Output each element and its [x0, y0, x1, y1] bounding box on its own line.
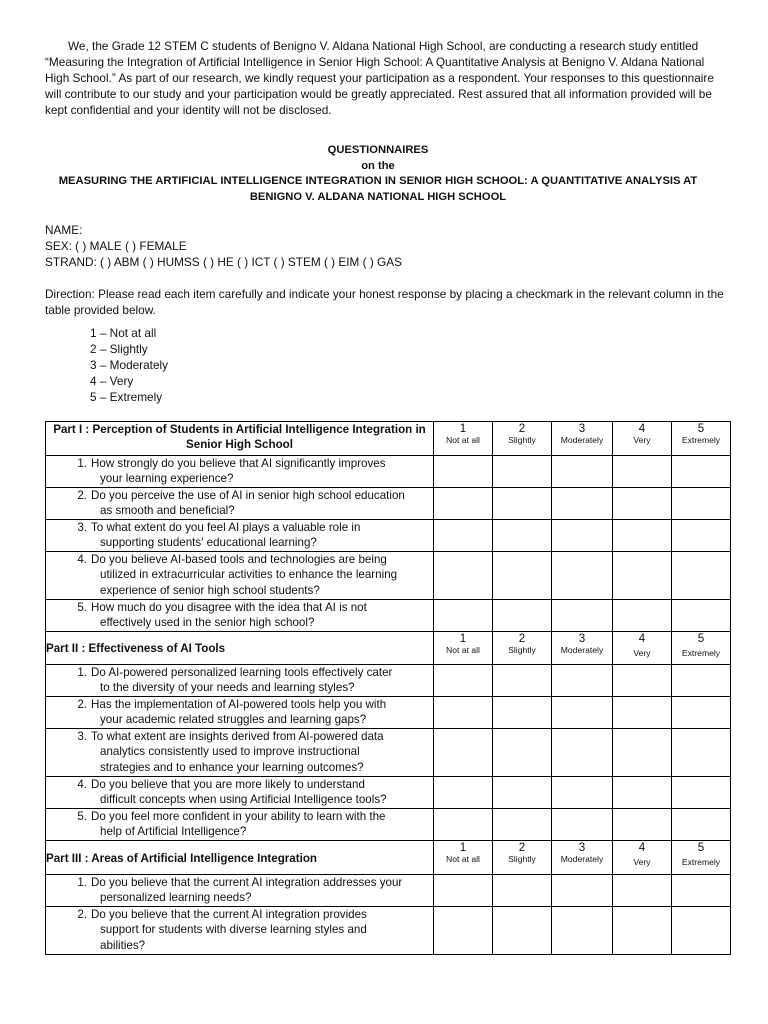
question-number: 1. [77, 876, 87, 889]
question-number: 2. [77, 698, 87, 711]
question-text-cell [46, 520, 434, 552]
rating-label: Not at all [446, 645, 480, 655]
question-row [46, 907, 731, 955]
question-text-line: Do you perceive the use of AI in senior high school education [91, 489, 405, 502]
rating-label: Very [633, 648, 651, 658]
rating-label: Slightly [508, 645, 536, 655]
question-text-line: your academic related struggles and learning gaps? [100, 713, 367, 727]
question-text-line: supporting students' educational learning? [100, 536, 317, 550]
rating-header-3 [552, 422, 613, 456]
rating-number: 1 [459, 422, 467, 435]
question-number: 4. [77, 553, 87, 566]
question-number: 3. [77, 521, 87, 534]
question-text-line: Do AI-powered personalized learning tools effectively cater [91, 666, 393, 679]
response-checkbox-cell-1[interactable] [434, 552, 493, 600]
response-checkbox-cell-4[interactable] [613, 665, 672, 697]
response-checkbox-cell-5[interactable] [672, 809, 731, 841]
rating-label: Extremely [681, 857, 721, 867]
rating-label: Slightly [508, 435, 536, 445]
rating-header-1 [434, 632, 493, 665]
question-text-line: your learning experience? [100, 472, 234, 486]
response-checkbox-cell-5[interactable] [672, 600, 731, 632]
question-text-line: to the diversity of your needs and learning styles? [100, 681, 355, 695]
question-text-line: To what extent are insights derived from AI-powered data [91, 730, 384, 743]
response-checkbox-cell-4[interactable] [613, 907, 672, 955]
question-text-cell [46, 552, 434, 600]
question-text-line: Do you believe that you are more likely to understand [91, 778, 365, 791]
questionnaire-table [45, 421, 731, 955]
response-checkbox-cell-3[interactable] [552, 520, 613, 552]
rating-scale-legend [90, 325, 168, 405]
scale-item: 3 – Moderately [90, 358, 169, 372]
scale-item: 2 – Slightly [90, 342, 148, 356]
rating-header-2 [493, 632, 552, 665]
question-text-cell [46, 697, 434, 729]
question-text-line: personalized learning needs? [100, 891, 252, 905]
question-row [46, 488, 731, 520]
response-checkbox-cell-1[interactable] [434, 875, 493, 907]
rating-number: 1 [459, 632, 467, 645]
response-checkbox-cell-4[interactable] [613, 875, 672, 907]
question-number: 1. [77, 457, 87, 470]
question-text-cell [46, 665, 434, 697]
question-text-line: support for students with diverse learning styles and [100, 923, 367, 937]
part-header-row [46, 422, 731, 456]
rating-number: 3 [578, 422, 586, 435]
rating-number: 5 [697, 841, 705, 854]
part-title: Part I : Perception of Students in Artificial Intelligence Integration in Senior High School [46, 422, 434, 456]
question-text-line: abilities? [100, 938, 146, 952]
response-checkbox-cell-1[interactable] [434, 729, 493, 777]
response-checkbox-cell-1[interactable] [434, 600, 493, 632]
scale-item: 1 – Not at all [90, 326, 157, 340]
rating-number: 2 [518, 841, 526, 854]
rating-label: Extremely [681, 648, 721, 658]
response-checkbox-cell-2[interactable] [493, 665, 552, 697]
response-checkbox-cell-2[interactable] [493, 600, 552, 632]
question-text-cell [46, 456, 434, 488]
question-row [46, 520, 731, 552]
response-checkbox-cell-4[interactable] [613, 456, 672, 488]
question-row [46, 456, 731, 488]
rating-header-2 [493, 422, 552, 456]
response-checkbox-cell-2[interactable] [493, 809, 552, 841]
response-checkbox-cell-4[interactable] [613, 552, 672, 600]
rating-header-2 [493, 841, 552, 875]
response-checkbox-cell-2[interactable] [493, 520, 552, 552]
response-checkbox-cell-4[interactable] [613, 520, 672, 552]
rating-number: 4 [638, 422, 646, 435]
rating-header-3 [552, 632, 613, 665]
rating-header-4 [613, 632, 672, 665]
question-number: 5. [77, 601, 87, 614]
rating-label: Moderately [560, 645, 604, 655]
rating-header-5 [672, 841, 731, 875]
question-text-line: difficult concepts when using Artificial Intelligence tools? [100, 793, 387, 807]
response-checkbox-cell-5[interactable] [672, 552, 731, 600]
response-checkbox-cell-3[interactable] [552, 809, 613, 841]
response-checkbox-cell-3[interactable] [552, 665, 613, 697]
question-text-cell [46, 809, 434, 841]
response-checkbox-cell-1[interactable] [434, 907, 493, 955]
question-text-line: How strongly do you believe that AI significantly improves [91, 457, 386, 470]
rating-label: Very [633, 435, 651, 445]
response-checkbox-cell-5[interactable] [672, 777, 731, 809]
question-row [46, 729, 731, 777]
strand-field[interactable]: STRAND: ( ) ABM ( ) HUMSS ( ) HE ( ) ICT ( ) STEM ( ) EIM ( ) GAS [45, 255, 402, 269]
question-row [46, 665, 731, 697]
response-checkbox-cell-5[interactable] [672, 488, 731, 520]
rating-label: Not at all [446, 854, 480, 864]
rating-number: 2 [518, 632, 526, 645]
question-text-cell [46, 729, 434, 777]
rating-label: Slightly [508, 854, 536, 864]
scale-item: 4 – Very [90, 374, 134, 388]
response-checkbox-cell-5[interactable] [672, 520, 731, 552]
question-row [46, 552, 731, 600]
rating-header-4 [613, 841, 672, 875]
sex-field[interactable]: SEX: ( ) MALE ( ) FEMALE [45, 239, 187, 253]
response-checkbox-cell-4[interactable] [613, 809, 672, 841]
name-field[interactable]: NAME: [45, 223, 83, 237]
rating-number: 5 [697, 632, 705, 645]
question-row [46, 600, 731, 632]
response-checkbox-cell-1[interactable] [434, 488, 493, 520]
question-row [46, 697, 731, 729]
title-line-2: on the [361, 159, 395, 172]
question-text-cell [46, 907, 434, 955]
response-checkbox-cell-4[interactable] [613, 777, 672, 809]
rating-header-1 [434, 422, 493, 456]
response-checkbox-cell-1[interactable] [434, 809, 493, 841]
response-checkbox-cell-3[interactable] [552, 552, 613, 600]
response-checkbox-cell-5[interactable] [672, 907, 731, 955]
question-text-cell [46, 875, 434, 907]
direction-text: Direction: Please read each item carefully and indicate your honest response by placing a checkmark in the relevant column in the table provided below. [45, 287, 724, 317]
question-number: 3. [77, 730, 87, 743]
question-number: 1. [77, 666, 87, 679]
response-checkbox-cell-5[interactable] [672, 697, 731, 729]
title-line-3: MEASURING THE ARTIFICIAL INTELLIGENCE INTEGRATION IN SENIOR HIGH SCHOOL: A QUANTITATIVE ANALYSIS AT [58, 175, 698, 187]
question-text-line: Do you believe AI-based tools and technologies are being [91, 553, 387, 566]
response-checkbox-cell-5[interactable] [672, 729, 731, 777]
question-number: 2. [77, 908, 87, 921]
rating-header-5 [672, 632, 731, 665]
part-header-row [46, 841, 731, 875]
rating-label: Not at all [446, 435, 480, 445]
question-text-line: To what extent do you feel AI plays a valuable role in [91, 521, 361, 534]
response-checkbox-cell-5[interactable] [672, 665, 731, 697]
question-text-line: Do you believe that the current AI integration provides [91, 908, 367, 921]
rating-header-1 [434, 841, 493, 875]
response-checkbox-cell-2[interactable] [493, 777, 552, 809]
rating-header-4 [613, 422, 672, 456]
question-text-line: Has the implementation of AI-powered tools help you with [91, 698, 387, 711]
part-header-row [46, 632, 731, 665]
question-number: 4. [77, 778, 87, 791]
question-text-cell [46, 600, 434, 632]
question-row [46, 777, 731, 809]
response-checkbox-cell-2[interactable] [493, 907, 552, 955]
rating-label: Extremely [681, 435, 721, 445]
respondent-info [45, 222, 725, 270]
title-line-1: QUESTIONNAIRES [327, 144, 429, 156]
question-text-cell [46, 777, 434, 809]
response-checkbox-cell-1[interactable] [434, 456, 493, 488]
part-title: Part II : Effectiveness of AI Tools [46, 632, 434, 665]
rating-header-5 [672, 422, 731, 456]
response-checkbox-cell-3[interactable] [552, 729, 613, 777]
response-checkbox-cell-2[interactable] [493, 552, 552, 600]
question-text-line: experience of senior high school students? [100, 583, 320, 597]
question-text-line: analytics consistently used to improve instructional [100, 745, 360, 759]
response-checkbox-cell-3[interactable] [552, 777, 613, 809]
response-checkbox-cell-3[interactable] [552, 907, 613, 955]
response-checkbox-cell-5[interactable] [672, 875, 731, 907]
rating-number: 4 [638, 841, 646, 854]
question-text-line: How much do you disagree with the idea that AI is not [91, 601, 367, 614]
response-checkbox-cell-3[interactable] [552, 600, 613, 632]
questionnaire-title [40, 143, 716, 205]
question-text-cell [46, 488, 434, 520]
response-checkbox-cell-1[interactable] [434, 777, 493, 809]
question-row [46, 809, 731, 841]
rating-number: 5 [697, 422, 705, 435]
response-checkbox-cell-3[interactable] [552, 488, 613, 520]
title-line-4: BENIGNO V. ALDANA NATIONAL HIGH SCHOOL [249, 190, 507, 203]
response-checkbox-cell-4[interactable] [613, 697, 672, 729]
question-text-line: as smooth and beneficial? [100, 504, 235, 518]
response-checkbox-cell-2[interactable] [493, 488, 552, 520]
response-checkbox-cell-4[interactable] [613, 488, 672, 520]
rating-label: Moderately [560, 435, 604, 445]
response-checkbox-cell-1[interactable] [434, 520, 493, 552]
question-text-line: Do you feel more confident in your ability to learn with the [91, 810, 386, 823]
question-text-line: help of Artificial Intelligence? [100, 825, 247, 839]
rating-number: 3 [578, 632, 586, 645]
question-text-line: strategies and to enhance your learning outcomes? [100, 760, 364, 774]
intro-paragraph: We, the Grade 12 STEM C students of Benigno V. Aldana National High School, are conducting a research study entitled “Measuring the Integration of Artificial Intelligence in Senior High School: A Quantitative Analysis at Benigno V. Aldana National High School.” As part of our research, we kindly request your participation as a respondent. Your responses to this questionnaire will contribute to our study and your participation would be greatly appreciated. Rest assured that all information provided will be kept confidential and your identity will not be disclosed. [45, 39, 714, 117]
response-checkbox-cell-2[interactable] [493, 456, 552, 488]
response-checkbox-cell-3[interactable] [552, 456, 613, 488]
response-checkbox-cell-2[interactable] [493, 697, 552, 729]
rating-number: 1 [459, 841, 467, 854]
question-text-line: utilized in extracurricular activities to enhance the learning [100, 568, 398, 582]
rating-header-3 [552, 841, 613, 875]
response-checkbox-cell-5[interactable] [672, 456, 731, 488]
part-title: Part III : Areas of Artificial Intelligence Integration [46, 841, 434, 875]
question-number: 5. [77, 810, 87, 823]
question-row [46, 875, 731, 907]
response-checkbox-cell-4[interactable] [613, 729, 672, 777]
question-text-line: Do you believe that the current AI integration addresses your [91, 876, 403, 889]
response-checkbox-cell-3[interactable] [552, 875, 613, 907]
rating-number: 4 [638, 632, 646, 645]
question-number: 2. [77, 489, 87, 502]
response-checkbox-cell-1[interactable] [434, 697, 493, 729]
response-checkbox-cell-2[interactable] [493, 875, 552, 907]
rating-label: Moderately [560, 854, 604, 864]
rating-number: 3 [578, 841, 586, 854]
response-checkbox-cell-3[interactable] [552, 697, 613, 729]
response-checkbox-cell-1[interactable] [434, 665, 493, 697]
rating-label: Very [633, 857, 651, 867]
response-checkbox-cell-4[interactable] [613, 600, 672, 632]
scale-item: 5 – Extremely [90, 390, 163, 404]
question-text-line: effectively used in the senior high school? [100, 616, 315, 630]
rating-number: 2 [518, 422, 526, 435]
response-checkbox-cell-2[interactable] [493, 729, 552, 777]
